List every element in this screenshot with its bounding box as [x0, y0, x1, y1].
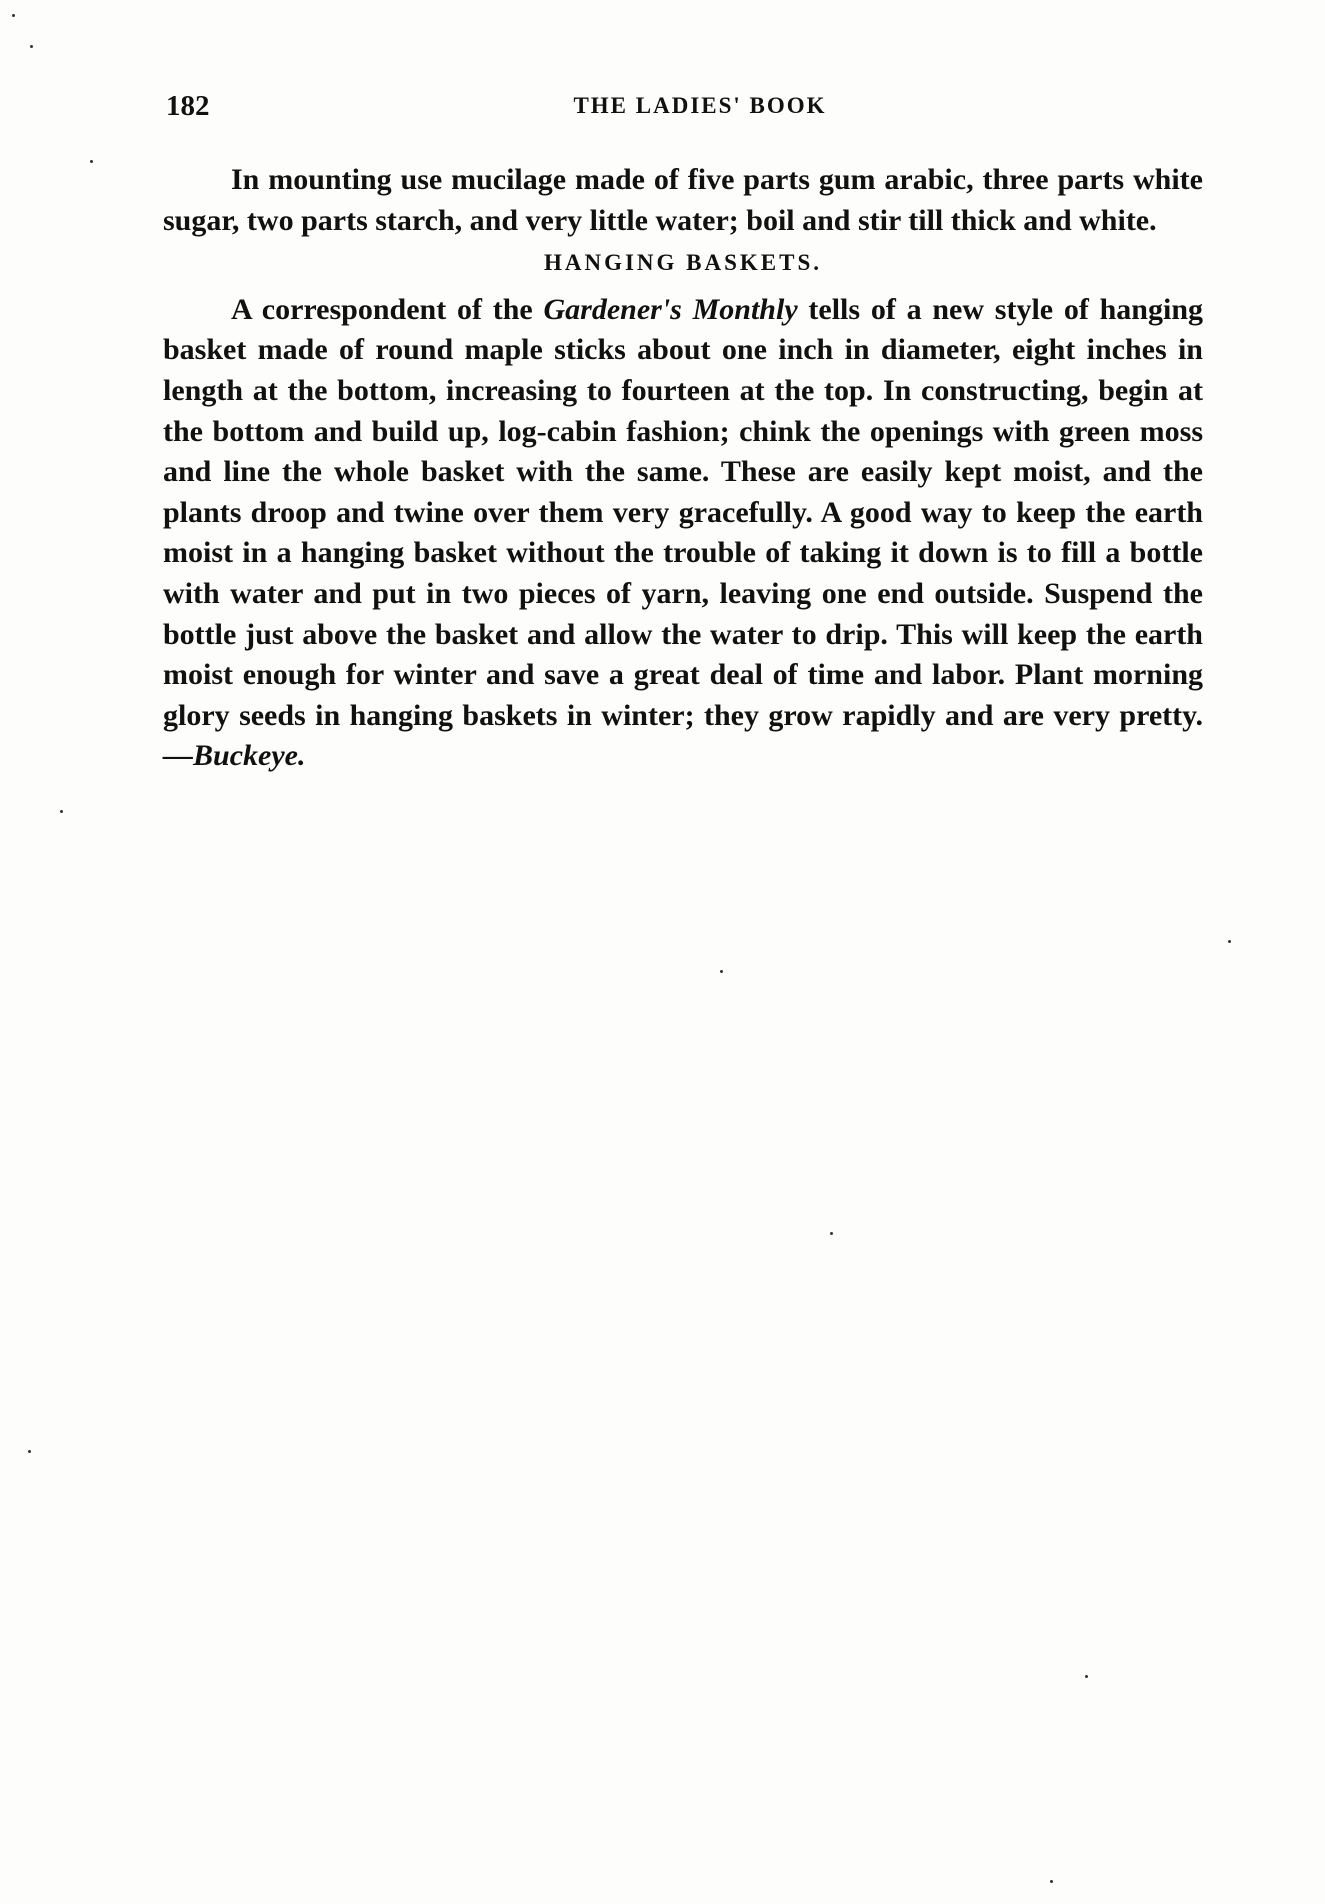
scan-speck — [12, 14, 15, 17]
section-heading: HANGING BASKETS. — [543, 250, 823, 276]
paragraph-mucilage: In mounting use mucilage made of five parts gum arabic, three parts white sugar, two parts starch, and very little water; boil and stir till thick and white. — [163, 163, 1203, 237]
scan-speck — [720, 970, 723, 973]
scan-speck — [1228, 940, 1231, 943]
scan-speck — [28, 1450, 31, 1453]
scan-speck — [60, 810, 63, 813]
author-signature: —Buckeye. — [163, 739, 306, 773]
publication-title: Gardener's Monthly — [543, 292, 798, 326]
scan-speck — [830, 1232, 833, 1235]
paragraph-text-main: tells of a new style of hanging basket made of round maple sticks about one inch in diameter, eight inches in length at the bottom, increasing to fourteen at the top. In constructing, begin at the bottom and build up, log-cabin fashion; chink the openings with green moss and line the whole basket with the same. These are easily kept moist, and the plants droop and twine over them very gracefully. A good way to keep the earth moist in a hanging basket without the trouble of taking it down is to fill a bottle with water and put in two pieces of yarn, leaving one end outside. Suspend the bottle just above the basket and allow the water to drip. This will keep the earth moist enough for winter and save a great deal of time and labor. Plant morning glory seeds in hanging baskets in winter; they grow rapidly and are very pretty. — [163, 292, 1203, 732]
running-title: THE LADIES' BOOK — [573, 93, 827, 118]
scan-speck — [30, 45, 33, 48]
page-body — [163, 160, 1203, 777]
paragraph-hanging-baskets — [163, 290, 1203, 777]
scan-speck — [90, 160, 93, 163]
page-header — [160, 90, 1210, 130]
paragraph-text-start: A correspondent of the — [231, 292, 544, 326]
page-number: 182 — [166, 90, 210, 122]
scan-speck — [1050, 1880, 1053, 1883]
scan-speck — [1085, 1675, 1088, 1678]
